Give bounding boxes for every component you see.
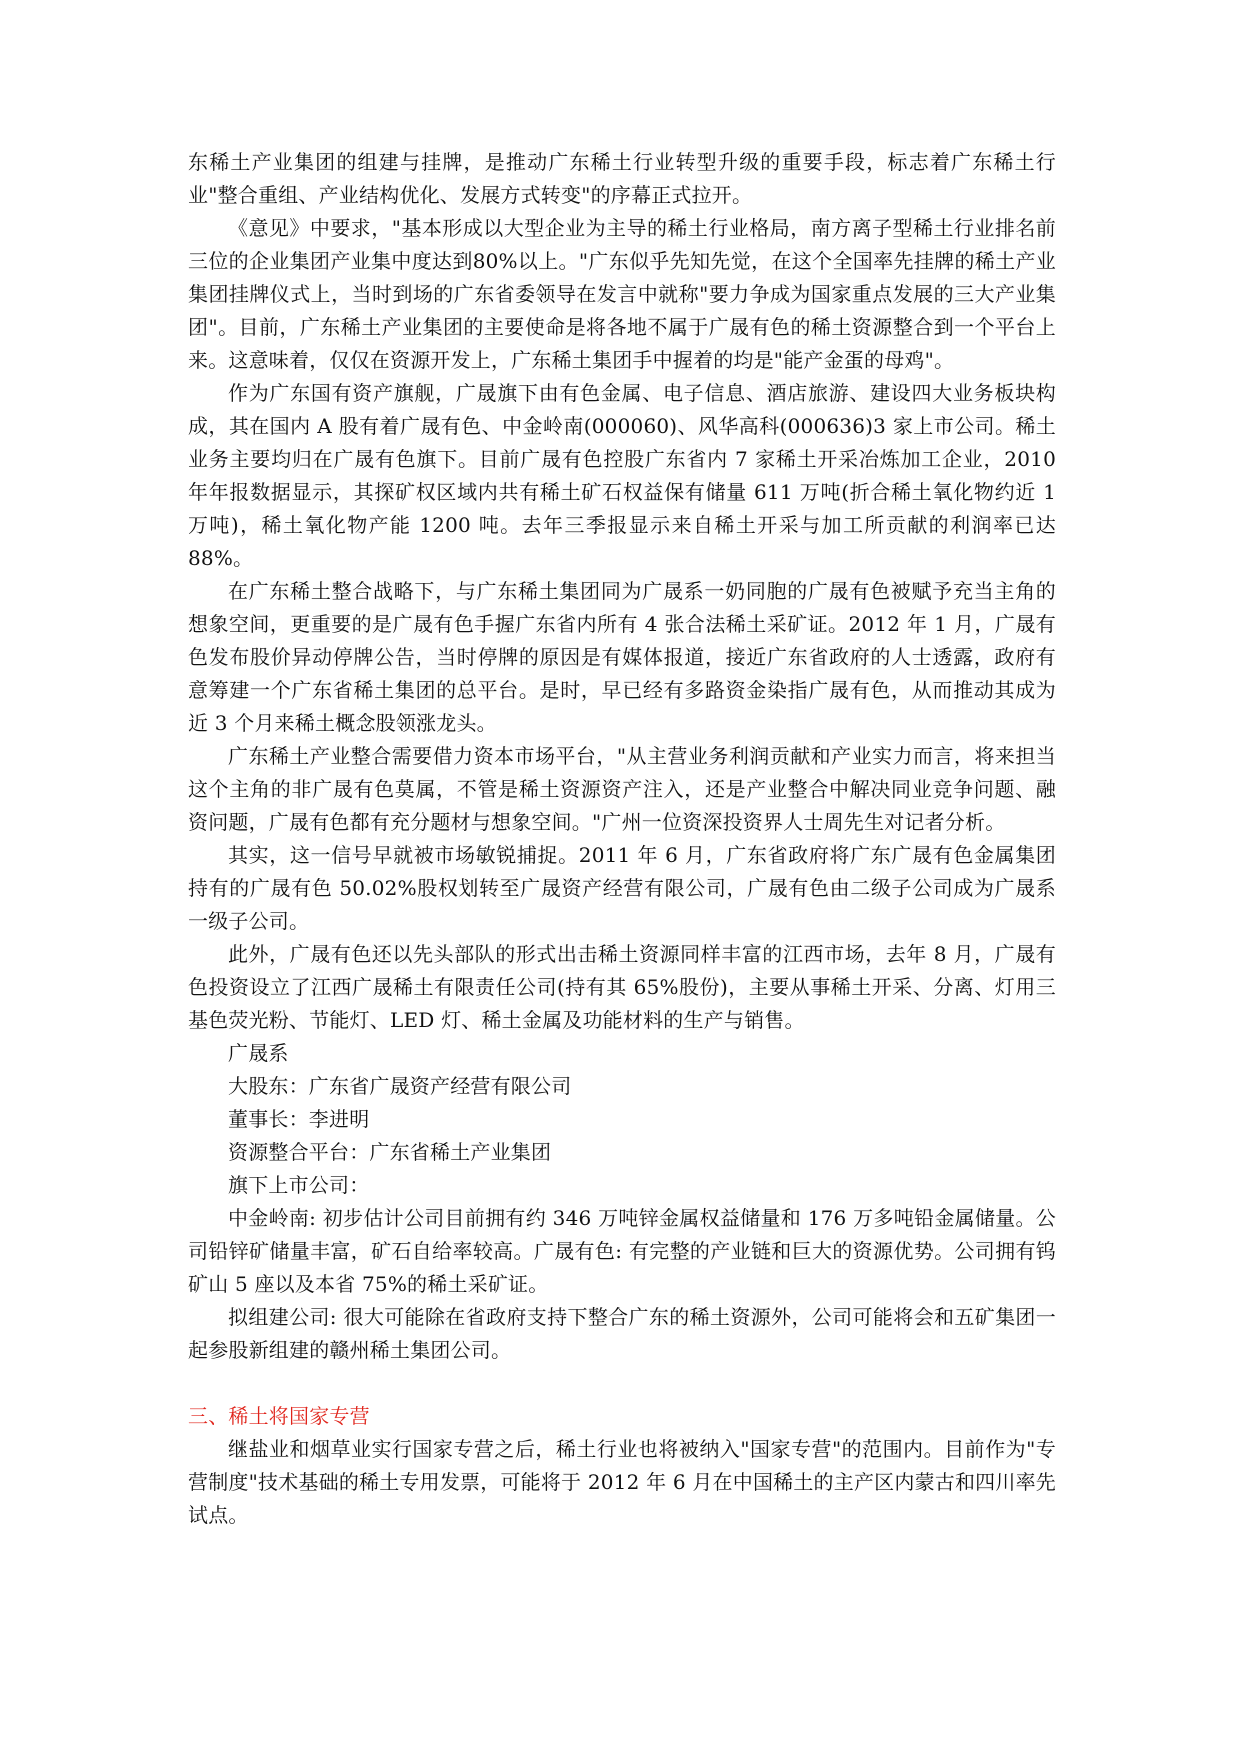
paragraph-signal: 其实，这一信号早就被市场敏锐捕捉。2011 年 6 月，广东省政府将广东广晟有色金属集团持有的广晟有色 50.02%股权划转至广晟资产经营有限公司，广晟有色由二级子公司成为广晟系一级子公司。	[188, 843, 1056, 933]
info-integration-platform: 资源整合平台：广东省稀土产业集团	[228, 1140, 552, 1164]
paragraph-guangsheng-overview: 作为广东国有资产旗舰，广晟旗下由有色金属、电子信息、酒店旅游、建设四大业务板块构成，其在国内 A 股有着广晟有色、中金岭南(000060)、风华高科(000636)3 家上市公司。稀土业务主要均归在广晟有色旗下。目前广晟有色控股广东省内 7 家稀土开采冶炼加工企业，2010 年年报数据显示，其探矿权区域内共有稀土矿石权益保有储量 611 万吨(折合稀土氧化物约近 1 万吨)，稀土氧化物产能 1200 吨。去年三季报显示来自稀土开采与加工所贡献的利润率已达 88%。	[188, 381, 1056, 570]
info-group-name: 广晟系	[228, 1041, 289, 1065]
info-chairman: 董事长：李进明	[228, 1107, 370, 1131]
paragraph-listed-details: 中金岭南: 初步估计公司目前拥有约 346 万吨锌金属权益储量和 176 万多吨铅金属储量。公司铅锌矿储量丰富，矿石自给率较高。广晟有色: 有完整的产业链和巨大的资源优势。公司拥有钨矿山 5 座以及本省 75%的稀土采矿证。	[188, 1206, 1056, 1296]
paragraph-intro: 东稀土产业集团的组建与挂牌，是推动广东稀土行业转型升级的重要手段，标志着广东稀土行业"整合重组、产业结构优化、发展方式转变"的序幕正式拉开。	[188, 150, 1056, 207]
paragraph-proposed-company: 拟组建公司: 很大可能除在省政府支持下整合广东的稀土资源外，公司可能将会和五矿集团一起参股新组建的赣州稀土集团公司。	[188, 1305, 1056, 1362]
paragraph-opinion: 《意见》中要求，"基本形成以大型企业为主导的稀土行业格局，南方离子型稀土行业排名前三位的企业集团产业集中度达到80%以上。"广东似乎先知先觉，在这个全国率先挂牌的稀土产业集团挂牌仪式上，当时到场的广东省委领导在发言中就称"要力争成为国家重点发展的三大产业集团"。目前，广东稀土产业集团的主要使命是将各地不属于广晟有色的稀土资源整合到一个平台上来。这意味着，仅仅在资源开发上，广东稀土集团手中握着的均是"能产金蛋的母鸡"。	[188, 216, 1056, 372]
info-major-shareholder: 大股东：广东省广晟资产经营有限公司	[228, 1074, 572, 1098]
paragraph-jiangxi: 此外，广晟有色还以先头部队的形式出击稀土资源同样丰富的江西市场，去年 8 月，广晟有色投资设立了江西广晟稀土有限责任公司(持有其 65%股份)，主要从事稀土开采、分离、灯用三基色荧光粉、节能灯、LED 灯、稀土金属及功能材料的生产与销售。	[188, 942, 1056, 1032]
paragraph-integration-strategy: 在广东稀土整合战略下，与广东稀土集团同为广晟系一奶同胞的广晟有色被赋予充当主角的想象空间，更重要的是广晟有色手握广东省内所有 4 张合法稀土采矿证。2012 年 1 月，广晟有色发布股价异动停牌公告，当时停牌的原因是有媒体报道，接近广东省政府的人士透露，政府有意筹建一个广东省稀土集团的总平台。是时，早已经有多路资金染指广晟有色，从而推动其成为近 3 个月来稀土概念股领涨龙头。	[188, 579, 1056, 735]
info-listed-companies: 旗下上市公司：	[228, 1173, 370, 1197]
paragraph-capital-market: 广东稀土产业整合需要借力资本市场平台，"从主营业务利润贡献和产业实力而言，将来担当这个主角的非广晟有色莫属，不管是稀土资源资产注入，还是产业整合中解决同业竞争问题、融资问题，广晟有色都有充分题材与想象空间。"广州一位资深投资界人士周先生对记者分析。	[188, 744, 1056, 834]
paragraph-state-monopoly: 继盐业和烟草业实行国家专营之后，稀土行业也将被纳入"国家专营"的范围内。目前作为"专营制度"技术基础的稀土专用发票，可能将于 2012 年 6 月在中国稀土的主产区内蒙古和四川率先试点。	[188, 1437, 1056, 1527]
document-page	[188, 146, 1056, 1532]
section-heading: 三、稀土将国家专营	[188, 1404, 370, 1428]
